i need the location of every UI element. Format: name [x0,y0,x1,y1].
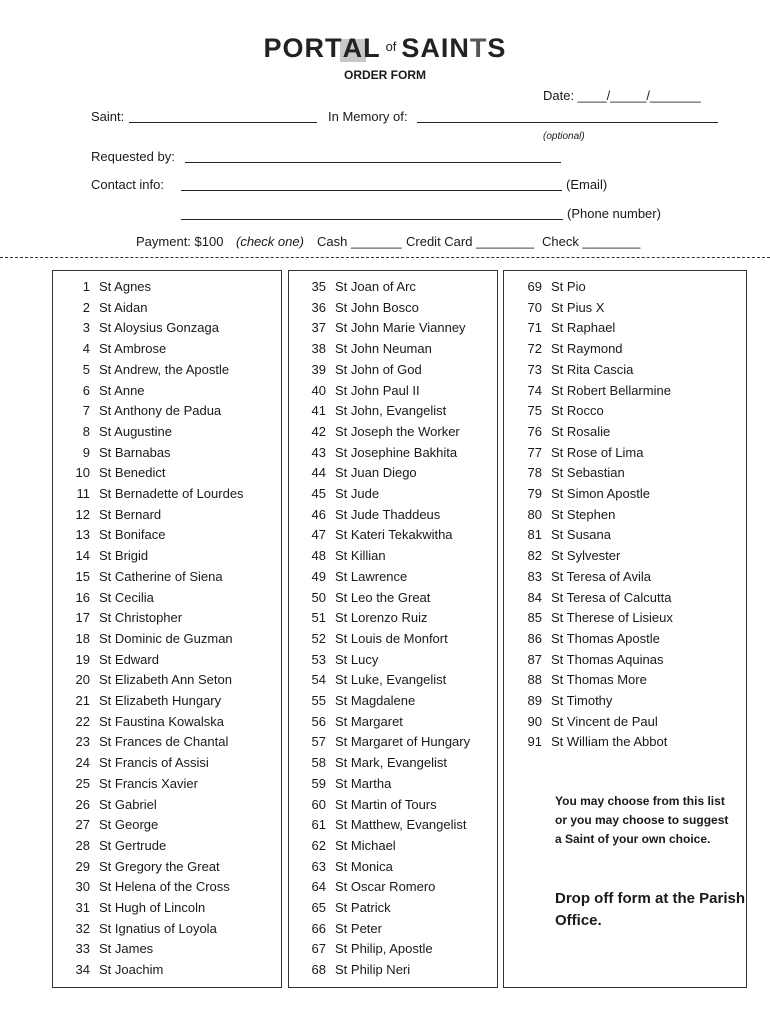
saint-item [306,279,416,299]
saint-number: 22 [75,713,90,729]
saint-name: St Louis de Monfort [335,630,448,646]
saint-item [70,610,182,630]
saint-item [70,403,221,423]
saint-name: St Lucy [335,651,379,667]
saint-item [306,507,440,527]
saint-name: St Josephine Bakhita [335,444,458,460]
payment-hint: (check one) [236,234,304,249]
saint-item [70,797,157,817]
saint-number: 86 [527,630,542,646]
saint-item [70,590,154,610]
saint-name: St Killian [335,548,386,564]
saint-item [306,693,415,713]
saint-name: St Kateri Tekakwitha [335,527,453,543]
saint-item [70,569,223,589]
saint-number: 46 [311,506,326,522]
saint-item [70,817,158,837]
payment-label: Payment: $100 [136,234,224,249]
saint-item [306,776,391,796]
saint-item [522,403,604,423]
saint-number: 23 [75,734,90,750]
saint-name: St Raymond [551,341,623,357]
saint-name: St Frances de Chantal [99,734,229,750]
saint-name: St Oscar Romero [335,879,436,895]
saint-name: St Martin of Tours [335,796,437,812]
saint-number: 3 [82,320,90,336]
saint-name: St Sylvester [551,548,621,564]
saint-item [70,838,166,858]
saint-item [306,879,435,899]
saint-number: 76 [527,423,542,439]
saint-name: St Joachim [99,962,164,978]
saint-name: St Therese of Lisieux [551,610,673,626]
requested-label: Requested by: [91,149,175,164]
requested-input-line[interactable] [185,162,561,163]
saint-item [522,590,671,610]
saint-name: St Rocco [551,403,604,419]
saint-name: St Catherine of Siena [99,568,223,584]
saint-item [522,569,651,589]
saint-number: 74 [527,382,542,398]
saint-item [522,734,667,754]
saint-number: 25 [75,775,90,791]
saint-number: 35 [311,279,326,294]
saint-name: St Raphael [551,320,616,336]
saint-item [70,693,221,713]
saint-item [306,569,407,589]
saint-name: St Thomas Aquinas [551,651,664,667]
saint-number: 60 [311,796,326,812]
saint-name: St Helena of the Cross [99,879,230,895]
saint-number: 59 [311,775,326,791]
saint-name: St Teresa of Avila [551,568,651,584]
saint-number: 68 [311,962,326,978]
saint-name: St Gertrude [99,837,167,853]
saint-item [70,507,161,527]
saint-number: 61 [311,817,326,833]
saint-item [522,527,611,547]
saint-item [522,341,623,361]
saint-name: St Benedict [99,465,166,481]
saint-name: St John Marie Vianney [335,320,466,336]
saint-number: 24 [75,755,90,771]
saint-number: 40 [311,382,326,398]
saint-number: 53 [311,651,326,667]
saint-number: 72 [527,341,542,357]
saint-number: 67 [311,941,326,957]
saint-item [306,631,448,651]
drop-off-note: Drop off form at the Parish Office. [555,890,746,929]
saint-item [306,672,446,692]
saint-name: St Ignatius of Loyola [99,920,217,936]
saint-name: St Lorenzo Ruiz [335,610,428,626]
saint-name: St Anne [99,382,145,398]
saint-name: St John Paul II [335,382,420,398]
saint-name: St Aidan [99,299,148,315]
saint-number: 88 [527,672,542,688]
memory-input-line[interactable] [417,122,718,123]
saint-name: St Lawrence [335,568,408,584]
saint-item [306,962,410,982]
saint-item [306,383,420,403]
saint-item [522,652,664,672]
saint-name: St Elizabeth Hungary [99,693,222,708]
saint-name: St Rose of Lima [551,444,644,460]
saint-name: St Magdalene [335,693,416,708]
saint-item [306,362,422,382]
saint-name: St Luke, Evangelist [335,672,447,688]
saint-item [70,362,229,382]
form-title: ORDER FORM [344,68,426,82]
cut-line [0,257,770,258]
saint-number: 48 [311,548,326,564]
saint-item [306,403,446,423]
saint-name: St Philip Neri [335,962,411,978]
saint-number: 26 [75,796,90,812]
saint-number: 28 [75,837,90,853]
saint-name: St Dominic de Guzman [99,630,233,646]
saint-item [522,320,615,340]
saint-name: St Pio [551,279,586,294]
saint-number: 11 [76,486,90,501]
saint-number: 91 [527,734,542,750]
saint-item [522,548,620,568]
saint-name: St Edward [99,651,159,667]
saint-item [306,424,460,444]
saint-name: St Rosalie [551,423,611,439]
saint-number: 14 [75,548,90,564]
saint-name: St Elizabeth Ann Seton [99,672,232,688]
saint-number: 55 [311,693,326,708]
saint-item [522,714,658,734]
saint-name: St Gregory the Great [99,858,220,874]
saint-number: 73 [527,361,542,377]
saint-name: St Boniface [99,527,166,543]
saint-item [306,548,386,568]
saint-item [306,445,457,465]
saint-name: St Joseph the Worker [335,423,460,439]
saint-item [70,341,166,361]
saint-item [306,320,466,340]
saint-number: 27 [75,817,90,833]
saint-name: St Christopher [99,610,183,626]
saint-name: St John Neuman [335,341,432,357]
saint-number: 65 [311,900,326,915]
saint-item [306,900,391,920]
saint-name: St Anthony de Padua [99,403,222,419]
saint-name: St Matthew, Evangelist [335,817,467,833]
saint-item [306,755,447,775]
saint-item [306,527,453,547]
saint-name: St Philip, Apostle [335,941,433,957]
saint-number: 51 [311,610,326,626]
saint-item [70,445,171,465]
saint-number: 10 [75,465,90,481]
saint-number: 63 [311,858,326,874]
saint-item [522,465,625,485]
saint-input-line[interactable] [129,122,317,123]
saint-number: 36 [311,299,326,315]
credit-card-option[interactable]: Credit Card ________ [406,234,534,249]
saint-number: 19 [75,651,90,667]
saint-name: St Juan Diego [335,465,417,481]
saint-number: 62 [311,837,326,853]
saint-item [70,734,228,754]
saint-item [306,734,470,754]
saint-item [70,424,172,444]
saint-number: 12 [75,506,90,522]
saint-item [70,900,205,920]
saint-name: St Mark, Evangelist [335,755,447,771]
saint-number: 13 [75,527,90,543]
cash-option[interactable]: Cash _______ [317,234,402,249]
saint-item [70,755,209,775]
saint-name: St Jude [335,486,380,501]
contact-label: Contact info: [91,177,164,192]
saint-name: St Andrew, the Apostle [99,361,230,377]
saint-name: St Robert Bellarmine [551,382,671,398]
saint-name: St Stephen [551,506,616,522]
saint-item [306,341,432,361]
saint-number: 20 [75,672,90,688]
saint-number: 8 [82,423,90,439]
saint-name: St Susana [551,527,611,543]
saint-number: 84 [527,589,542,605]
optional-note: (optional) [543,131,585,142]
saint-item [70,631,233,651]
saint-name: St Francis of Assisi [99,755,209,771]
saint-name: St Thomas More [551,672,647,688]
saint-number: 44 [311,465,326,481]
saint-number: 85 [527,610,542,626]
saint-item [522,507,615,527]
saint-name: St Gabriel [99,796,157,812]
saint-number: 54 [311,672,326,688]
saint-number: 50 [311,589,326,605]
saint-number: 2 [82,299,90,315]
saint-number: 47 [311,527,326,543]
saint-number: 79 [527,486,542,501]
saint-name: St Pius X [551,299,605,315]
saint-name: St George [99,817,159,833]
saint-item [70,320,219,340]
saint-number: 87 [527,651,542,667]
saint-number: 83 [527,568,542,584]
saint-name: St John, Evangelist [335,403,447,419]
saint-number: 6 [82,382,90,398]
saint-item [306,465,417,485]
saint-number: 21 [75,693,90,708]
saint-number: 58 [311,755,326,771]
saint-item [306,486,379,506]
saint-name: St Brigid [99,548,149,564]
saint-item [306,797,437,817]
saint-number: 78 [527,465,542,481]
saint-number: 41 [311,403,326,419]
saint-number: 32 [75,920,90,936]
saint-number: 1 [82,279,90,294]
saint-number: 42 [311,423,326,439]
saint-item [522,631,660,651]
saint-number: 17 [75,610,90,626]
saint-item [306,610,428,630]
email-note: (Email) [566,177,608,192]
saint-item [306,300,419,320]
saint-item [70,548,148,568]
choose-note: You may choose from this list or you may choose to suggest a Saint of your own choice. [555,794,729,846]
saint-item [70,776,198,796]
saint-name: St James [99,941,154,957]
saint-number: 80 [527,506,542,522]
saint-number: 4 [82,341,90,357]
saint-item [306,921,382,941]
saint-name: St Cecilia [99,589,154,605]
saint-item [522,672,647,692]
saint-name: St Martha [335,775,392,791]
saint-item [522,300,604,320]
saint-number: 64 [311,879,326,895]
saint-number: 31 [75,900,90,915]
saint-item [70,279,151,299]
saint-number: 15 [75,568,90,584]
saint-number: 9 [82,444,90,460]
saint-item [70,859,220,879]
saint-item [70,921,217,941]
saint-label: Saint: [91,109,125,124]
saint-item [522,693,612,713]
saint-name: St Ambrose [99,341,167,357]
saint-number: 69 [527,279,542,294]
saint-name: St Michael [335,837,396,853]
saint-name: St Margaret [335,713,403,729]
saint-item [70,383,145,403]
saint-number: 16 [75,589,90,605]
saint-item [70,672,232,692]
saint-number: 30 [75,879,90,895]
saint-item [70,962,163,982]
saint-item [70,941,153,961]
saint-name: St Timothy [551,693,613,708]
saint-number: 71 [527,320,542,336]
saint-item [70,652,159,672]
saint-item [522,445,644,465]
saint-name: St Aloysius Gonzaga [99,320,219,336]
saint-number: 75 [527,403,542,419]
saint-item [306,590,430,610]
saint-number: 89 [527,693,542,708]
saint-number: 37 [311,320,326,336]
saint-item [522,383,671,403]
saint-name: St Teresa of Calcutta [551,589,672,605]
saint-item [70,486,244,506]
saint-name: St Francis Xavier [99,775,198,791]
saint-item [522,362,633,382]
saint-name: St Faustina Kowalska [99,713,225,729]
saint-item [70,527,166,547]
saint-number: 45 [311,486,326,501]
saint-name: St Peter [335,920,382,936]
saint-name: St John of God [335,361,422,377]
saint-name: St John Bosco [335,299,419,315]
saint-item [306,859,393,879]
saint-name: St Hugh of Lincoln [99,900,206,915]
date-field[interactable]: Date: ____/_____/_______ [543,88,701,103]
saint-number: 81 [527,527,542,543]
saint-number: 82 [527,548,542,564]
saint-name: St Joan of Arc [335,279,416,294]
saint-name: St Margaret of Hungary [335,734,471,750]
saint-name: St Rita Cascia [551,361,634,377]
saint-number: 70 [527,299,542,315]
saint-name: St Jude Thaddeus [335,506,441,522]
phone-note: (Phone number) [567,206,661,221]
saint-item [306,652,378,672]
saint-item [306,817,467,837]
saint-item [70,714,224,734]
saint-number: 33 [75,941,90,957]
phone-input-line[interactable] [181,219,563,220]
saint-number: 90 [527,713,542,729]
saint-item [306,838,396,858]
saint-name: St William the Abbot [551,734,668,750]
saint-number: 49 [311,568,326,584]
saint-name: St Agnes [99,279,152,294]
saint-number: 66 [311,920,326,936]
saint-name: St Augustine [99,423,172,439]
email-input-line[interactable] [181,190,562,191]
saint-item [522,486,650,506]
saint-item [522,424,610,444]
saint-number: 39 [311,361,326,377]
saint-name: St Leo the Great [335,589,431,605]
saint-item [306,714,403,734]
saint-name: St Barnabas [99,444,171,460]
saint-number: 43 [311,444,326,460]
saint-item [306,941,433,961]
saint-number: 77 [527,444,542,460]
saint-name: St Bernard [99,506,162,522]
saint-name: St Simon Apostle [551,486,650,501]
saint-item [522,279,586,299]
portal-of-saints-logo: PORTAL $^{of}$ SAINTS [263,33,507,63]
saint-number: 18 [75,630,90,646]
saint-name: St Bernadette of Lourdes [99,486,244,501]
check-option[interactable]: Check ________ [542,234,641,249]
saint-name: St Thomas Apostle [551,630,660,646]
saint-name: St Monica [335,858,393,874]
saint-number: 38 [311,341,326,357]
saint-number: 56 [311,713,326,729]
saint-number: 34 [75,962,90,978]
saint-number: 5 [82,361,90,377]
saint-number: 7 [82,403,90,419]
memory-label: In Memory of: [328,109,408,124]
saint-item [70,879,230,899]
saint-number: 52 [311,630,326,646]
saint-name: St Sebastian [551,465,625,481]
saint-name: St Vincent de Paul [551,713,658,729]
saint-number: 57 [311,734,326,750]
saint-name: St Patrick [335,900,391,915]
saint-item [522,610,673,630]
saint-item [70,465,166,485]
saint-item [70,300,147,320]
saint-number: 29 [75,858,90,874]
